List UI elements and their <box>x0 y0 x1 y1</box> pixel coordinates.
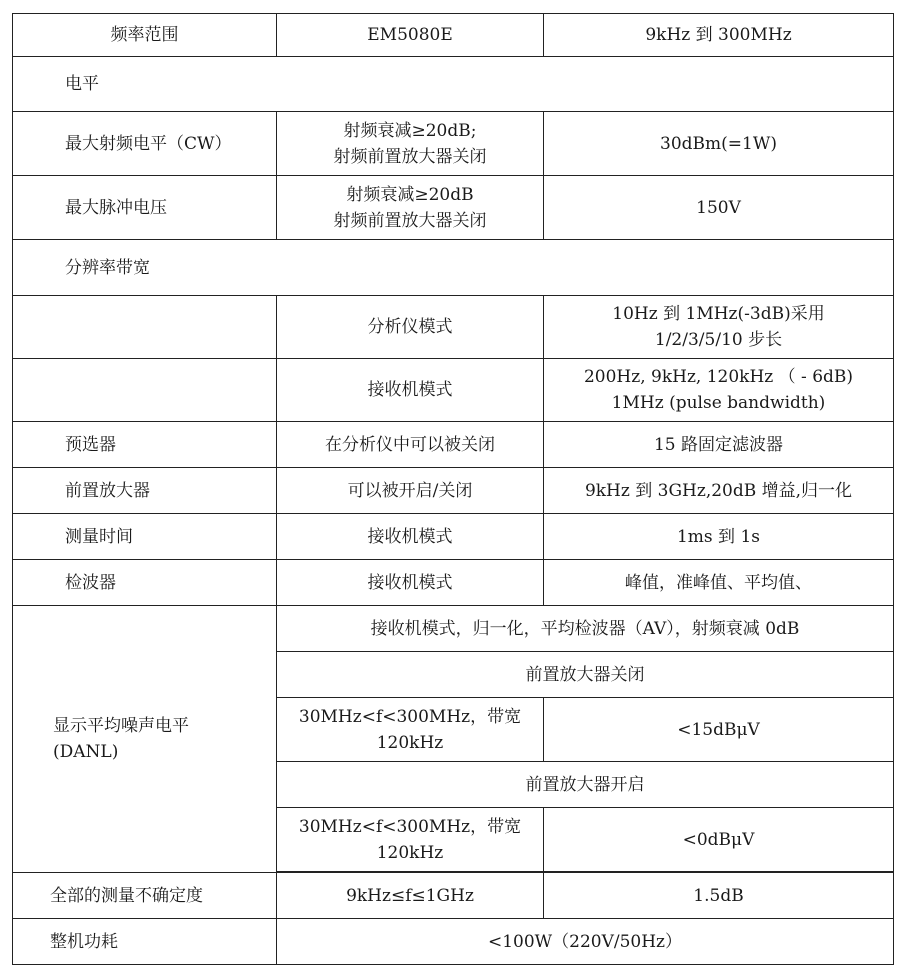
section-rbw: 分辨率带宽 <box>13 240 894 296</box>
uncertainty-label: 全部的测量不确定度 <box>13 873 277 919</box>
danl-value-off: <15dBμV <box>544 698 894 762</box>
rbw-analyzer-value2: 1/2/3/5/10 步长 <box>654 330 783 350</box>
table-row <box>13 873 894 919</box>
meas-time-condition: 接收机模式 <box>277 514 544 560</box>
rbw-analyzer-value1: 10Hz 到 1MHz(-3dB)采用 <box>612 304 825 324</box>
power-label: 整机功耗 <box>13 919 277 965</box>
table-row <box>13 112 894 176</box>
rbw-receiver-value2: 1MHz (pulse bandwidth) <box>611 393 826 413</box>
danl-preamp-off: 前置放大器关闭 <box>277 652 894 698</box>
rbw-receiver-value1: 200Hz, 9kHz, 120kHz （ - 6dB) <box>583 367 854 387</box>
danl-range-off <box>277 698 544 762</box>
preselector-condition: 在分析仪中可以被关闭 <box>277 422 544 468</box>
preamp-condition: 可以被开启/关闭 <box>277 468 544 514</box>
table-row <box>13 57 894 112</box>
max-rf-level-condition <box>277 112 544 176</box>
danl-preamp-on: 前置放大器开启 <box>277 762 894 808</box>
danl-range-on2: 120kHz <box>376 842 444 863</box>
table-row <box>13 468 894 514</box>
header-name: 频率范围 <box>13 14 277 57</box>
power-value: <100W（220V/50Hz） <box>277 919 894 965</box>
preselector-value: 15 路固定滤波器 <box>544 422 894 468</box>
max-pulse-voltage-cond2: 射频前置放大器关闭 <box>333 210 487 231</box>
danl-label1: 显示平均噪声电平 <box>53 716 189 736</box>
table-row <box>13 514 894 560</box>
preamp-label: 前置放大器 <box>13 468 277 514</box>
danl-range-on1: 30MHz<f<300MHz，带宽 <box>298 816 522 837</box>
empty-cell <box>13 296 277 359</box>
table-row <box>13 359 894 422</box>
table-row <box>13 296 894 359</box>
header-model: EM5080E <box>277 14 544 57</box>
detector-value: 峰值，准峰值、平均值、 <box>544 560 894 606</box>
max-rf-level-label: 最大射频电平（CW） <box>13 112 277 176</box>
table-row <box>13 240 894 296</box>
rbw-receiver-mode: 接收机模式 <box>277 359 544 422</box>
uncertainty-condition: 9kHz≤f≤1GHz <box>277 873 544 919</box>
table-row <box>13 560 894 606</box>
header-range: 9kHz 到 300MHz <box>544 14 894 57</box>
preamp-value: 9kHz 到 3GHz,20dB 增益,归一化 <box>544 468 894 514</box>
detector-label: 检波器 <box>13 560 277 606</box>
uncertainty-value: 1.5dB <box>544 873 894 919</box>
table-row <box>13 14 894 57</box>
max-rf-level-value: 30dBm(=1W) <box>544 112 894 176</box>
danl-condition: 接收机模式，归一化，平均检波器（AV），射频衰减 0dB <box>277 606 894 652</box>
danl-label2: (DANL) <box>53 742 119 762</box>
meas-time-label: 测量时间 <box>13 514 277 560</box>
danl-range-off1: 30MHz<f<300MHz，带宽 <box>298 706 522 727</box>
max-rf-level-cond1: 射频衰减≥20dB; <box>343 120 477 141</box>
max-pulse-voltage-label: 最大脉冲电压 <box>13 176 277 240</box>
table-row <box>13 422 894 468</box>
spec-table <box>12 13 894 965</box>
rbw-receiver-value <box>544 359 894 422</box>
max-pulse-voltage-value: 150V <box>544 176 894 240</box>
section-level: 电平 <box>13 57 894 112</box>
meas-time-value: 1ms 到 1s <box>544 514 894 560</box>
detector-condition: 接收机模式 <box>277 560 544 606</box>
max-pulse-voltage-condition <box>277 176 544 240</box>
rbw-analyzer-value <box>544 296 894 359</box>
rbw-analyzer-mode: 分析仪模式 <box>277 296 544 359</box>
table-row <box>13 606 894 652</box>
empty-cell <box>13 359 277 422</box>
preselector-label: 预选器 <box>13 422 277 468</box>
table-row <box>13 176 894 240</box>
danl-label <box>13 606 277 873</box>
max-pulse-voltage-cond1: 射频衰减≥20dB <box>346 184 474 205</box>
max-rf-level-cond2: 射频前置放大器关闭 <box>333 146 487 167</box>
danl-value-on: <0dBμV <box>544 808 894 872</box>
danl-range-off2: 120kHz <box>376 732 444 753</box>
table-row <box>13 919 894 965</box>
danl-range-on <box>277 808 544 872</box>
